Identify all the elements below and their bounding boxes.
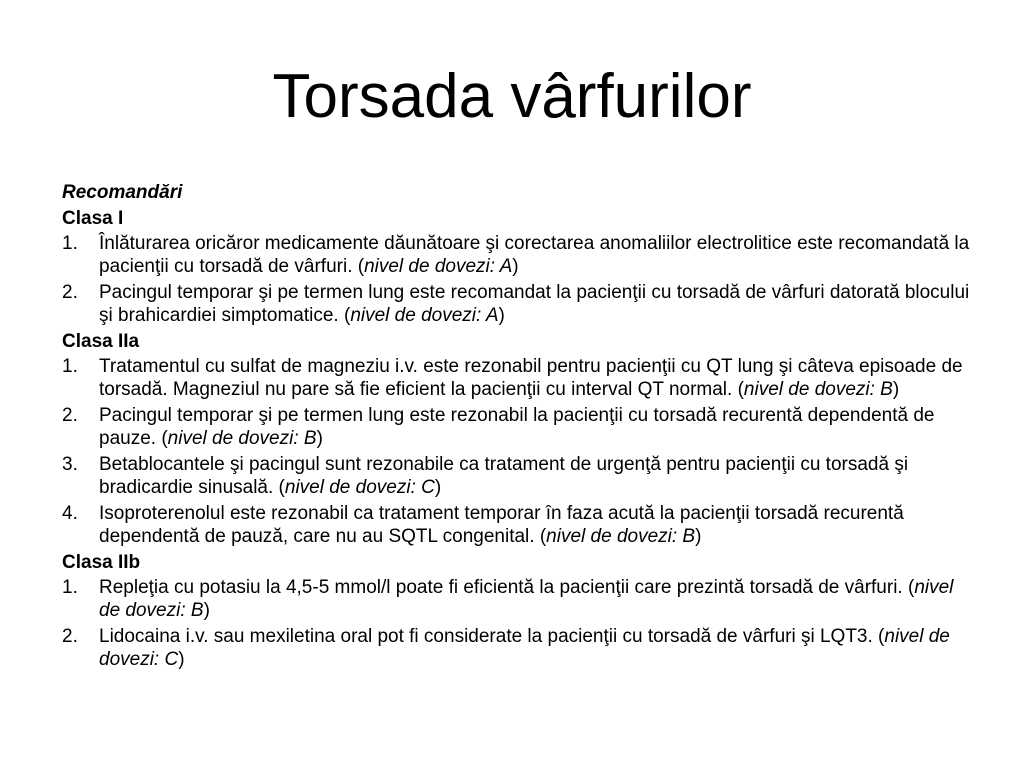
class-heading-iib: Clasa IIb — [62, 552, 141, 573]
list-item — [62, 355, 972, 401]
class-iia-list — [62, 355, 972, 548]
item-number: 1. — [62, 356, 78, 377]
item-close: ) — [178, 649, 185, 670]
item-number: 2. — [62, 626, 78, 647]
item-close: ) — [316, 428, 323, 449]
list-item — [62, 502, 972, 548]
list-item — [62, 625, 972, 671]
item-number: 2. — [62, 405, 78, 426]
evidence-level: nivel de dovezi: C — [99, 626, 950, 670]
list-item — [62, 404, 972, 450]
item-text: Înlăturarea oricăror medicamente dăunătoare şi corectarea anomaliilor electrolitice este recomandată la pacienţii cu torsadă de vârfuri. ( — [99, 233, 970, 277]
evidence-level: nivel de dovezi: B — [167, 428, 317, 449]
item-text: Tratamentul cu sulfat de magneziu i.v. este rezonabil pentru pacienţii cu QT lung şi câteva episoade de torsadă. Magneziul nu pare să fie eficient la pacienţii cu interval QT normal. ( — [99, 356, 963, 400]
recommendations-content — [62, 181, 972, 674]
class-heading-iia: Clasa IIa — [62, 331, 140, 352]
item-text: Betablocantele şi pacingul sunt rezonabile ca tratament de urgenţă pentru pacienţii cu torsadă şi bradicardie sinusală. ( — [99, 454, 909, 498]
slide-title: Torsada vârfurilor — [272, 62, 752, 131]
item-close: ) — [498, 305, 505, 326]
item-text: Isoproterenolul este rezonabil ca tratament temporar în faza acută la pacienţii torsadă recurentă dependentă de pauză, care nu au SQTL congenital. ( — [99, 503, 904, 547]
class-heading-i: Clasa I — [62, 208, 124, 229]
list-item — [62, 576, 972, 622]
item-number: 4. — [62, 503, 78, 524]
item-text: Pacingul temporar şi pe termen lung este recomandat la pacienţii cu torsadă de vârfuri datorată blocului şi brahicardiei simptomatice. ( — [99, 282, 970, 326]
list-item — [62, 281, 972, 327]
class-iib-list — [62, 576, 972, 671]
section-label: Recomandări — [62, 182, 183, 203]
item-number: 1. — [62, 233, 78, 254]
item-text: Lidocaina i.v. sau mexiletina oral pot fi considerate la pacienţii cu torsadă de vârfuri şi LQT3. ( — [99, 626, 885, 647]
item-number: 3. — [62, 454, 78, 475]
evidence-level: nivel de dovezi: A — [364, 256, 513, 277]
class-i-list — [62, 232, 972, 327]
item-close: ) — [434, 477, 442, 498]
evidence-level: nivel de dovezi: B — [99, 577, 954, 621]
item-number: 2. — [62, 282, 78, 303]
item-number: 1. — [62, 577, 78, 598]
evidence-level: nivel de dovezi: A — [350, 305, 499, 326]
item-close: ) — [892, 379, 900, 400]
item-close: ) — [695, 526, 702, 547]
item-text: Repleţia cu potasiu la 4,5-5 mmol/l poate fi eficientă la pacienţii care prezintă torsadă de vârfuri. ( — [99, 577, 915, 598]
item-close: ) — [512, 256, 519, 277]
evidence-level: nivel de dovezi: B — [546, 526, 696, 547]
list-item — [62, 232, 972, 278]
item-text: Pacingul temporar şi pe termen lung este rezonabil la pacienţii cu torsadă recurentă dependentă de pauze. ( — [99, 405, 935, 449]
evidence-level: nivel de dovezi: C — [284, 477, 435, 498]
list-item — [62, 453, 972, 499]
evidence-level: nivel de dovezi: B — [743, 379, 893, 400]
item-close: ) — [203, 600, 210, 621]
